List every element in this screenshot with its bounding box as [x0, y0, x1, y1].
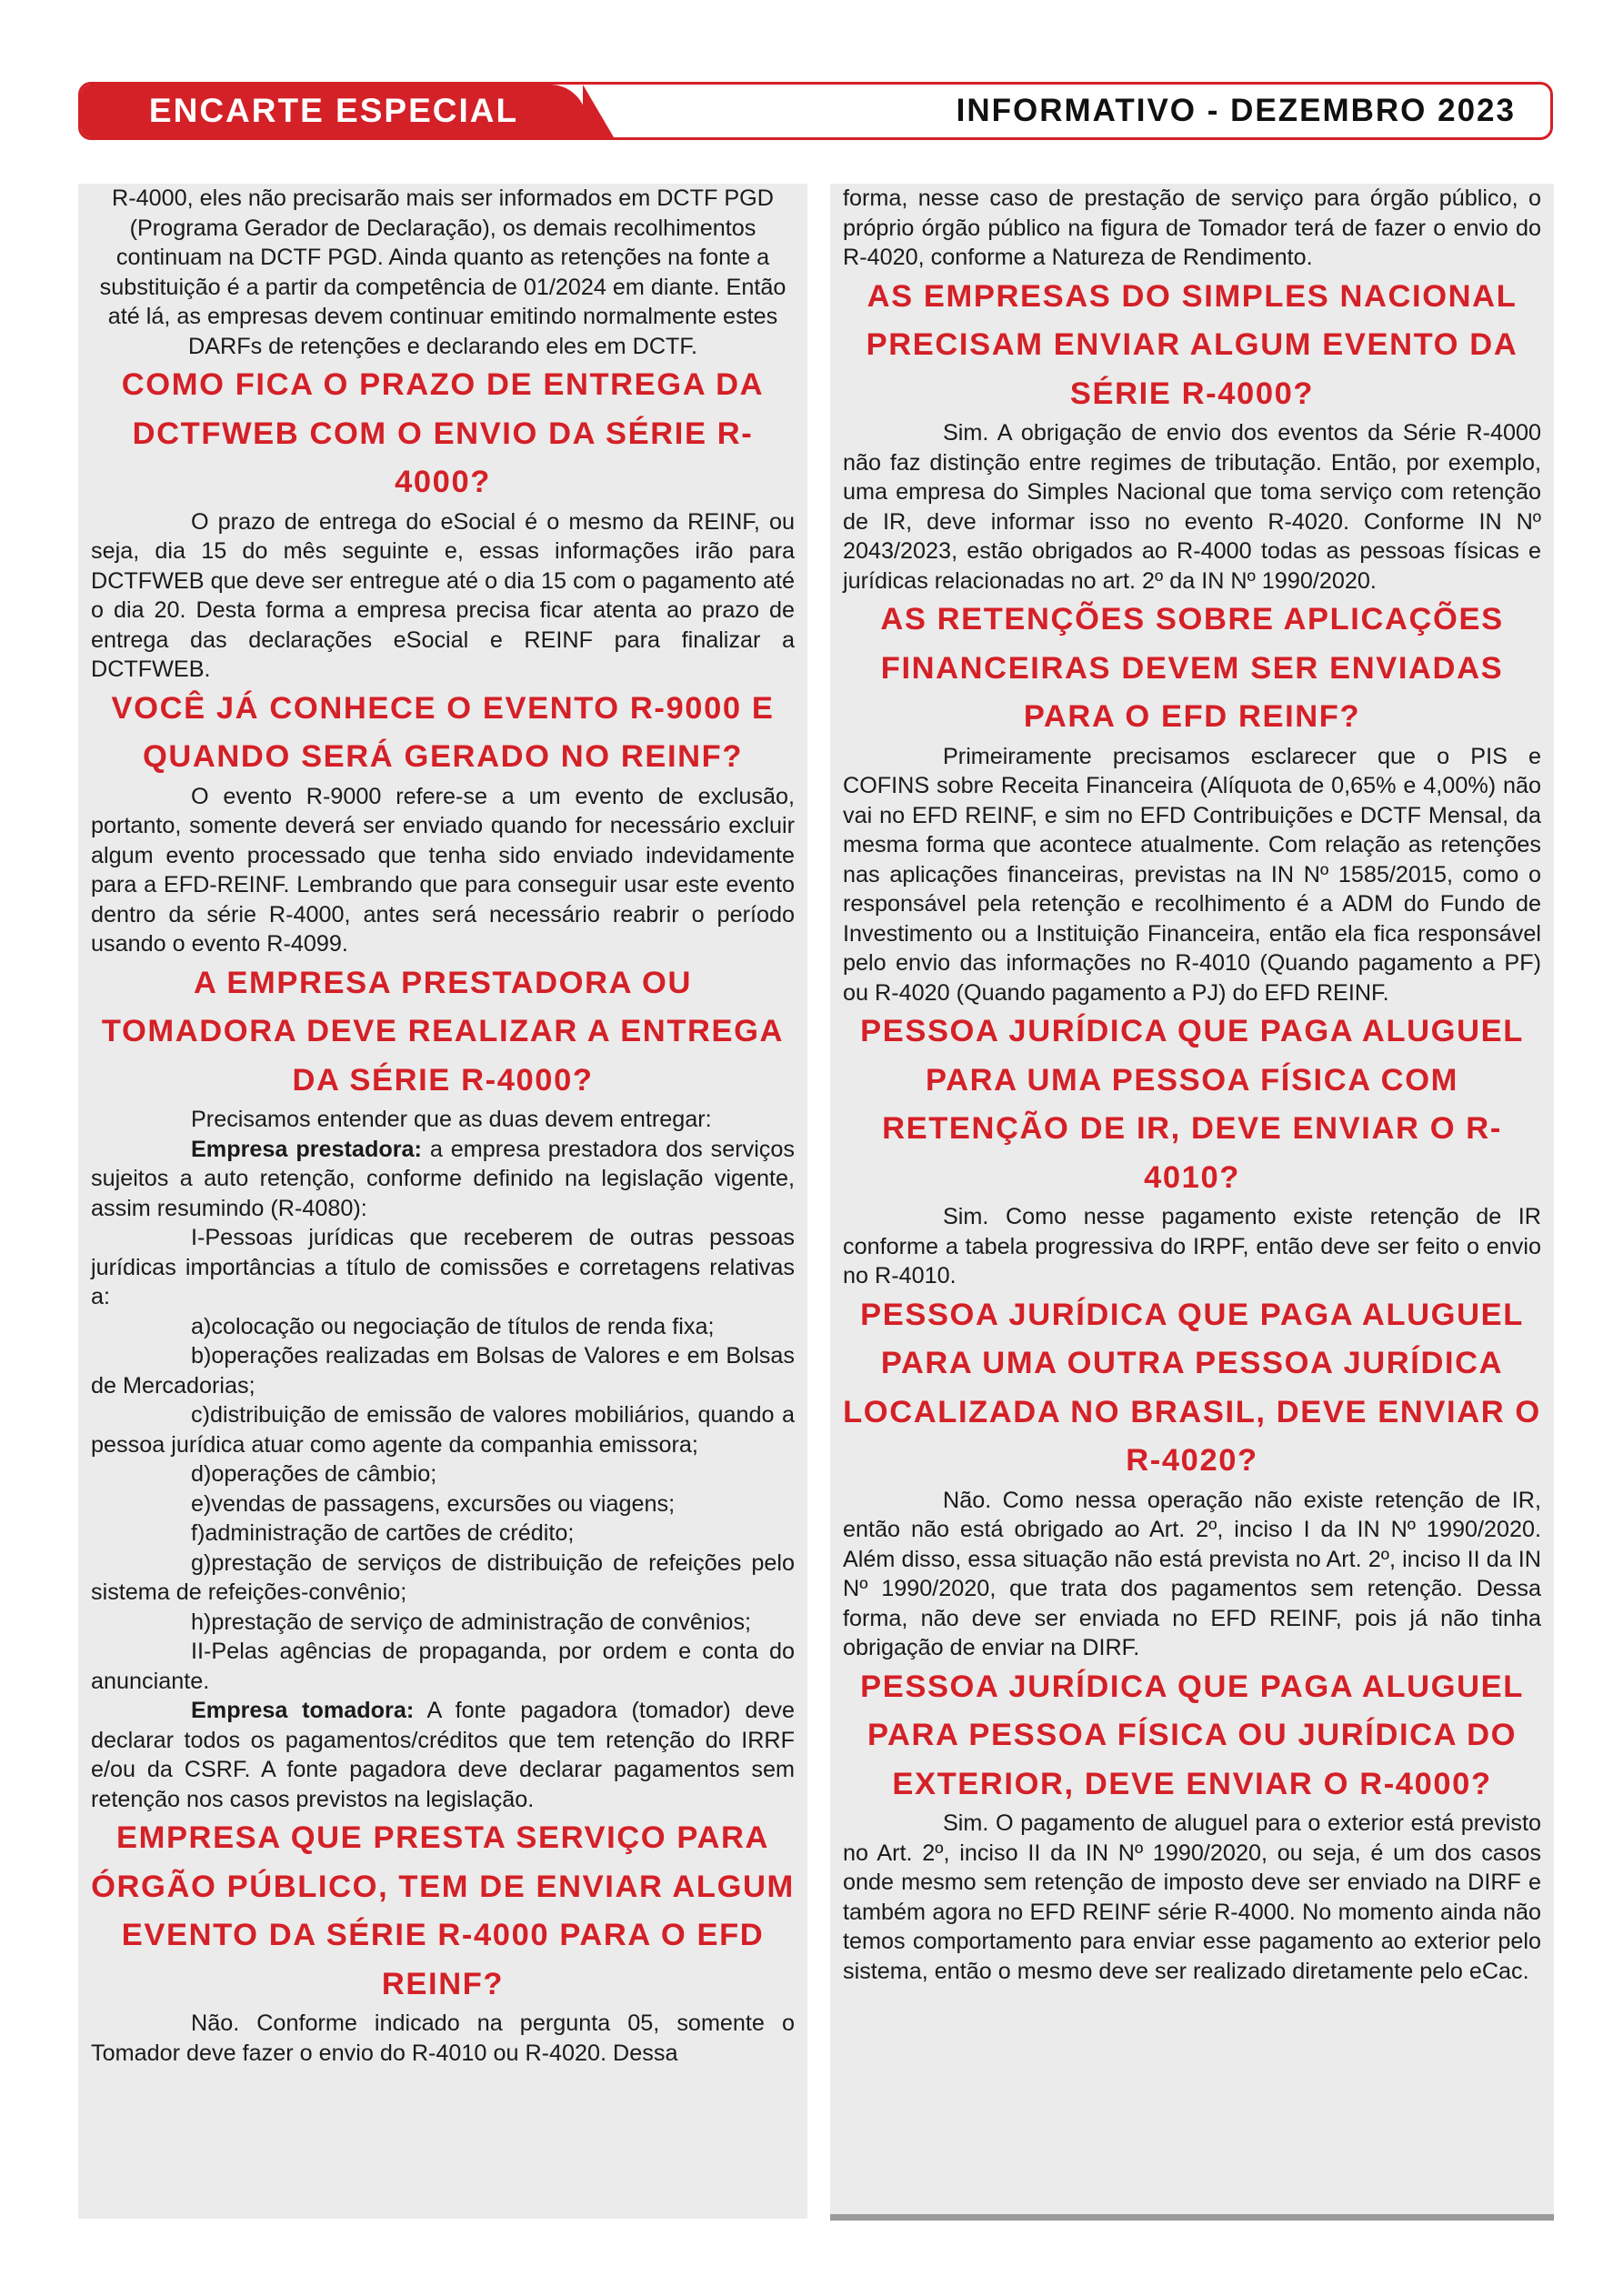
section-tag: ENCARTE ESPECIAL — [81, 85, 586, 137]
list-item: c)distribuição de emissão de valores mobiliários, quando a pessoa jurídica atuar como agente da companhia emissora; — [91, 1402, 795, 1458]
list-item: b)operações realizadas em Bolsas de Valores e em Bolsas de Mercadorias; — [91, 1343, 795, 1399]
answer-paragraph — [91, 1696, 795, 1814]
list-item: g)prestação de serviços de distribuição de refeições pelo sistema de refeições-convênio; — [91, 1549, 795, 1605]
list-item: e)vendas de passagens, excursões ou viagens; — [191, 1490, 676, 1517]
question-heading: PESSOA JURÍDICA QUE PAGA ALUGUEL PARA PESSOA FÍSICA OU JURÍDICA DO EXTERIOR, DEVE ENVIAR O R-4000? — [860, 1669, 1524, 1801]
question-heading: A EMPRESA PRESTADORA OU TOMADORA DEVE REALIZAR A ENTREGA DA SÉRIE R-4000? — [101, 965, 785, 1098]
question-heading: PESSOA JURÍDICA QUE PAGA ALUGUEL PARA UMA OUTRA PESSOA JURÍDICA LOCALIZADA NO BRASIL, DEVE ENVIAR O R-4020? — [843, 1297, 1541, 1478]
paragraph-text: A fonte pagadora (tomador) deve declarar todos os pagamentos/créditos que tem retenção do IRRF e/ou da CSRF. A fonte pagadora deve declarar pagamentos sem retenção nos casos previstos na legislação. — [91, 1698, 795, 1812]
list-item: f)administração de cartões de crédito; — [191, 1520, 575, 1546]
answer-paragraph: O prazo de entrega do eSocial é o mesmo da REINF, ou seja, dia 15 do mês seguinte e, essas informações irão para DCTFWEB que deve ser entregue até o dia 15 com o pagamento até o dia 20. Desta forma a empresa precisa ficar atenta ao prazo de entrega das declarações eSocial e REINF para finalizar a DCTFWEB. — [91, 508, 795, 682]
bold-label: Empresa tomadora: — [191, 1698, 415, 1723]
list-item: a)colocação ou negociação de títulos de renda fixa; — [191, 1313, 715, 1339]
answer-paragraph: Não. Como nessa operação não existe retenção de IR, então não está obrigado ao Art. 2º, inciso I da IN Nº 1990/2020. Além disso, essa situação não está prevista no Art. 2º, inciso II da IN Nº 1990/2020, que trata dos pagamentos sem retenção. Dessa forma, não deve ser enviada no EFD REINF, pois já não tinha obrigação de enviar na DIRF. — [843, 1487, 1541, 1660]
answer-paragraph: O evento R-9000 refere-se a um evento de exclusão, portanto, somente deverá ser enviado quando for necessário excluir algum evento processado que tenha sido enviado indevidamente para a EFD-REINF. Lembrando que para conseguir usar este evento dentro da série R-4000, antes será necessário reabrir o período usando o evento R-4099. — [91, 783, 795, 957]
right-column — [830, 184, 1554, 2221]
list-item: d)operações de câmbio; — [191, 1461, 437, 1487]
page-header — [78, 82, 1553, 140]
answer-paragraph: Primeiramente precisamos esclarecer que o PIS e COFINS sobre Receita Financeira (Alíquota de 0,65% e 4,00%) não vai no EFD REINF, e sim no EFD Contribuições e DCTF Mensal, da mesma forma que acontece atualmente. Com relação as retenções nas aplicações financeiras, previstas na IN Nº 1585/2015, como o responsável pela retenção e recolhimento é a ADM do Fundo de Investimento ou a Instituição Financeira, então ela fica responsável pelo envio das informações no R-4010 (Quando pagamento a PF) ou R-4020 (Quando pagamento a PJ) do EFD REINF. — [843, 743, 1541, 1006]
question-heading: COMO FICA O PRAZO DE ENTREGA DA DCTFWEB COM O ENVIO DA SÉRIE R-4000? — [121, 367, 765, 499]
question-heading: EMPRESA QUE PRESTA SERVIÇO PARA ÓRGÃO PÚBLICO, TEM DE ENVIAR ALGUM EVENTO DA SÉRIE R-4000 PARA O EFD REINF? — [91, 1820, 795, 2001]
question-heading: VOCÊ JÁ CONHECE O EVENTO R-9000 E QUANDO SERÁ GERADO NO REINF? — [111, 690, 775, 774]
list-item: h)prestação de serviço de administração de convênios; — [191, 1609, 752, 1635]
intro-paragraph: R-4000, eles não precisarão mais ser informados em DCTF PGD (Programa Gerador de Declaração), os demais recolhimentos continuam na DCTF PGD. Ainda quanto as retenções na fonte a substituição é a partir da competência de 01/2024 em diante. Então até lá, as empresas devem continuar emitindo normalmente estes DARFs de retenções e declarando eles em DCTF. — [99, 185, 786, 359]
answer-paragraph: Sim. O pagamento de aluguel para o exterior está previsto no Art. 2º, inciso II da IN Nº 1990/2020, ou seja, é um dos casos onde mesmo sem retenção de imposto deve ser enviado na DIRF e também agora no EFD REINF série R-4000. No momento ainda não temos comportamento para enviar esse pagamento ao exterior pelo sistema, então o mesmo deve ser realizado diretamente pelo eCac. — [843, 1810, 1541, 1984]
question-heading: AS EMPRESAS DO SIMPLES NACIONAL PRECISAM ENVIAR ALGUM EVENTO DA SÉRIE R-4000? — [866, 278, 1518, 411]
list-item: II-Pelas agências de propaganda, por ordem e conta do anunciante. — [91, 1639, 795, 1694]
issue-title: INFORMATIVO - DEZEMBRO 2023 — [956, 93, 1516, 128]
answer-paragraph: Sim. Como nesse pagamento existe retenção de IR conforme a tabela progressiva do IRPF, então deve ser feito o envio no R-4010. — [843, 1204, 1541, 1288]
answer-paragraph: Sim. A obrigação de envio dos eventos da Série R-4000 não faz distinção entre regimes de tributação. Então, por exemplo, uma empresa do Simples Nacional que toma serviço com retenção de IR, deve informar isso no evento R-4020. Conforme IN Nº 2043/2023, estão obrigados ao R-4000 todas as pessoas físicas e jurídicas relacionadas no art. 2º da IN Nº 1990/2020. — [843, 420, 1541, 594]
answer-paragraph: forma, nesse caso de prestação de serviço para órgão público, o próprio órgão público na figura de Tomador terá de fazer o envio do R-4020, conforme a Natureza de Rendimento. — [843, 185, 1541, 270]
paragraph-text: a empresa prestadora dos serviços sujeitos a auto retenção, conforme definido na legislação vigente, assim resumindo (R-4080): — [91, 1136, 795, 1221]
answer-paragraph — [91, 1135, 795, 1224]
left-column — [78, 184, 807, 2219]
bold-label: Empresa prestadora: — [191, 1136, 422, 1162]
answer-paragraph: Precisamos entender que as duas devem entregar: — [191, 1107, 712, 1132]
question-heading: AS RETENÇÕES SOBRE APLICAÇÕES FINANCEIRAS DEVEM SER ENVIADAS PARA O EFD REINF? — [880, 602, 1504, 734]
question-heading: PESSOA JURÍDICA QUE PAGA ALUGUEL PARA UMA PESSOA FÍSICA COM RETENÇÃO DE IR, DEVE ENVIAR O R-4010? — [860, 1014, 1524, 1195]
list-item: I-Pessoas jurídicas que receberem de outras pessoas jurídicas importâncias a título de comissões e corretagens relativas a: — [91, 1225, 795, 1309]
answer-paragraph: Não. Conforme indicado na pergunta 05, somente o Tomador deve fazer o envio do R-4010 ou R-4020. Dessa — [91, 2010, 795, 2066]
